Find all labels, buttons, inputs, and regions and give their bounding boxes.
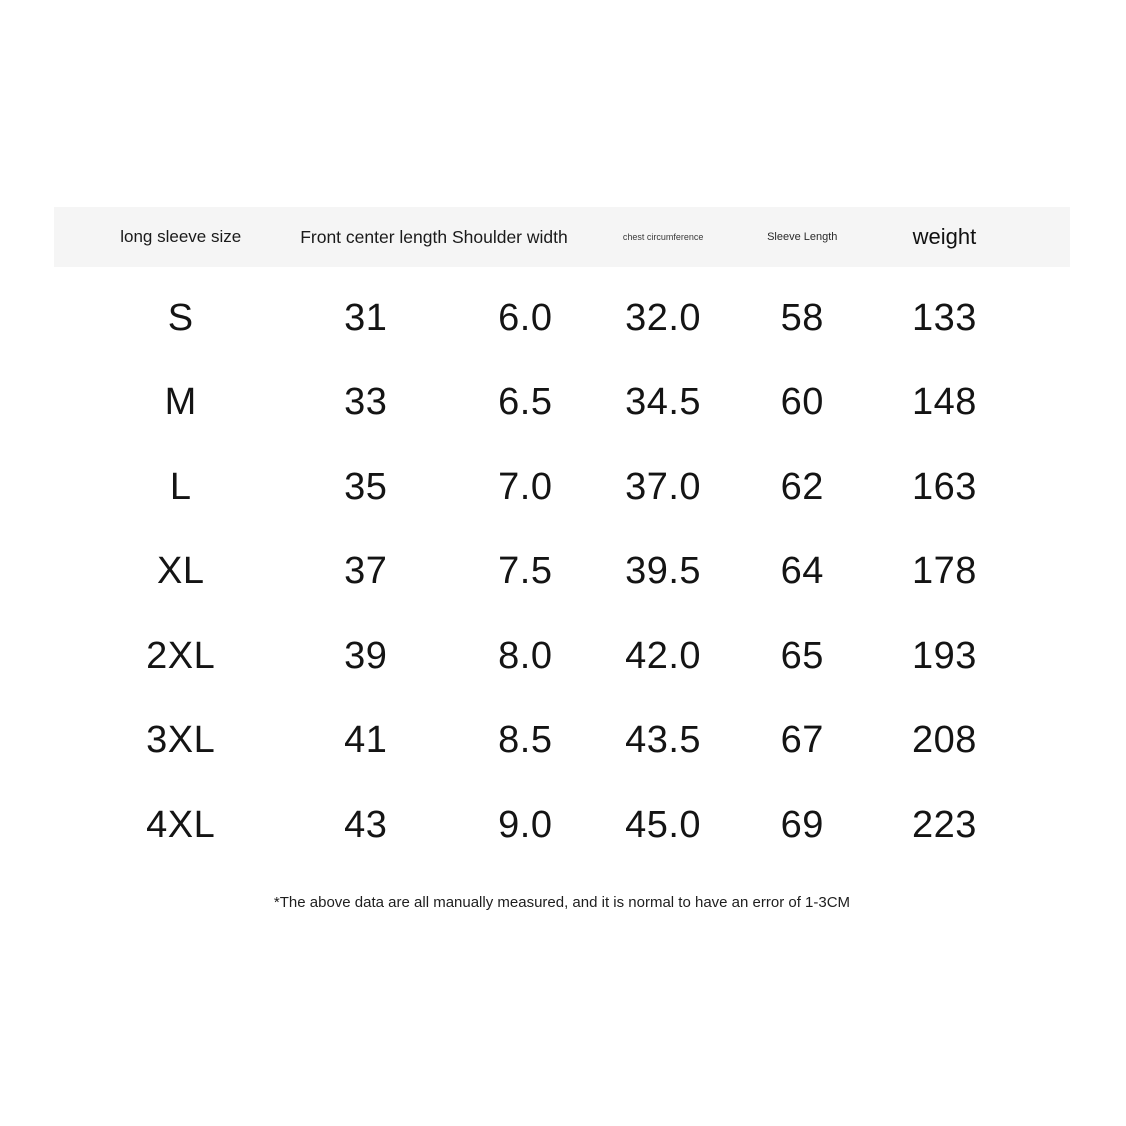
- front-center-length-value: 31: [344, 296, 388, 339]
- weight-value: 223: [911, 803, 977, 846]
- chest-circumference-value: 45.0: [625, 803, 702, 846]
- shoulder-width-value: 8.5: [498, 719, 553, 762]
- sleeve-length-value: 67: [780, 719, 824, 762]
- chest-circumference-value: 34.5: [625, 381, 702, 424]
- front-center-length-value: 37: [344, 550, 388, 593]
- weight-value: 178: [911, 550, 977, 593]
- table-row-l: [54, 445, 1070, 530]
- shoulder-width-value: 7.5: [498, 550, 553, 593]
- table-header-row: [54, 207, 1070, 267]
- size-chart-table: [54, 207, 1070, 911]
- size-label: 3XL: [146, 719, 216, 762]
- front-center-length-value: 35: [344, 465, 388, 508]
- sleeve-length-value: 60: [780, 381, 824, 424]
- table-row-4xl: [54, 783, 1070, 868]
- weight-value: 208: [911, 719, 977, 762]
- size-label: S: [167, 296, 194, 339]
- weight-value: 148: [911, 381, 977, 424]
- shoulder-width-value: 8.0: [498, 634, 553, 677]
- size-label: 4XL: [146, 803, 216, 846]
- measurement-disclaimer: *The above data are all manually measured, and it is normal to have an error of 1-3CM: [273, 893, 851, 911]
- front-center-length-value: 43: [344, 803, 388, 846]
- front-center-length-value: 41: [344, 719, 388, 762]
- sleeve-length-value: 58: [780, 296, 824, 339]
- sleeve-length-value: 69: [780, 803, 824, 846]
- weight-value: 193: [911, 634, 977, 677]
- header-weight: weight: [912, 224, 977, 249]
- chest-circumference-value: 39.5: [625, 550, 702, 593]
- size-label: 2XL: [146, 634, 216, 677]
- chest-circumference-value: 37.0: [625, 465, 702, 508]
- table-row-m: [54, 361, 1070, 446]
- header-front-center-length-shoulder-width: Front center length Shoulder width: [300, 226, 568, 247]
- sleeve-length-value: 62: [780, 465, 824, 508]
- table-row-2xl: [54, 614, 1070, 699]
- front-center-length-value: 39: [344, 634, 388, 677]
- table-row-3xl: [54, 699, 1070, 784]
- table-row-s: [54, 276, 1070, 361]
- sleeve-length-value: 64: [780, 550, 824, 593]
- table-row-xl: [54, 530, 1070, 615]
- chest-circumference-value: 32.0: [625, 296, 702, 339]
- shoulder-width-value: 6.5: [498, 381, 553, 424]
- size-label: L: [169, 465, 192, 508]
- header-sleeve-length: Sleeve Length: [767, 231, 838, 243]
- weight-value: 163: [911, 465, 977, 508]
- chest-circumference-value: 42.0: [625, 634, 702, 677]
- header-chest-circumference: chest circumference: [622, 232, 704, 242]
- shoulder-width-value: 6.0: [498, 296, 553, 339]
- front-center-length-value: 33: [344, 381, 388, 424]
- header-long-sleeve-size: long sleeve size: [120, 227, 242, 246]
- weight-value: 133: [911, 296, 977, 339]
- shoulder-width-value: 7.0: [498, 465, 553, 508]
- size-label: XL: [156, 550, 205, 593]
- chest-circumference-value: 43.5: [625, 719, 702, 762]
- size-label: M: [164, 381, 197, 424]
- sleeve-length-value: 65: [780, 634, 824, 677]
- shoulder-width-value: 9.0: [498, 803, 553, 846]
- table-body: [54, 276, 1070, 868]
